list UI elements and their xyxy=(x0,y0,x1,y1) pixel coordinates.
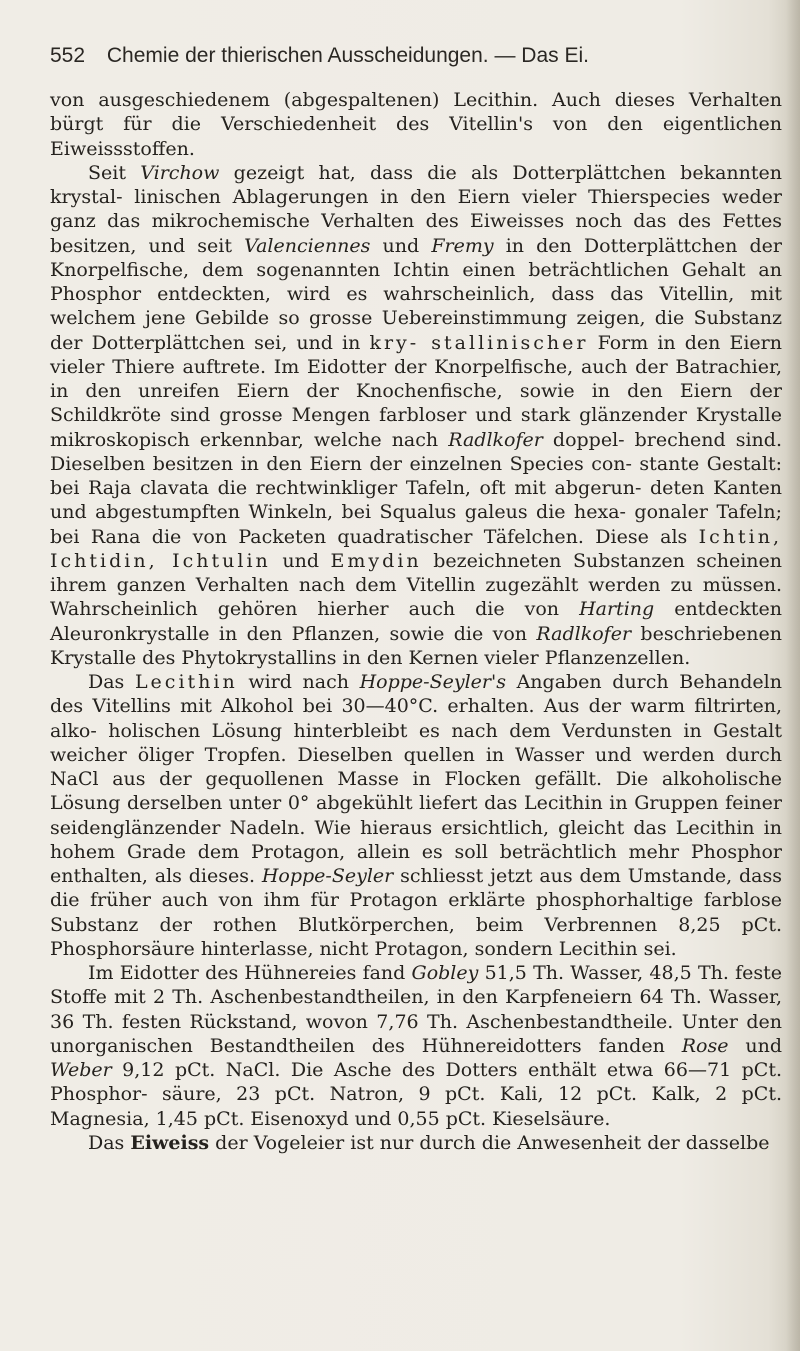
text-run: und xyxy=(370,234,432,257)
text-run: und xyxy=(728,1034,782,1057)
page-edge-shadow xyxy=(786,0,800,1351)
text-run: der Vogeleier ist nur durch die Anwesenheit der dasselbe xyxy=(209,1131,770,1154)
text-run: Seit xyxy=(88,161,141,184)
author-name: Virchow xyxy=(140,161,220,184)
text-run: Im Eidotter des Hühnereies fand xyxy=(88,962,412,984)
text-run: Form in den Eiern vieler Thiere auftrete. Im Eidotter der Knorpelfische, auch der Batrachier, in den unreifen Eiern der Knochenfische, sowie in den Eiern der Schildkröte sind grosse Mengen farbloser und stark glänzender Krystalle mikroskopisch erkennbar, welche nach xyxy=(50,331,782,451)
author-name: Harting xyxy=(579,598,655,621)
author-name: Gobley xyxy=(411,962,479,984)
spaced-term: Lecithin xyxy=(134,671,238,693)
author-name: Radlkofer xyxy=(536,622,632,645)
text-run: von ausgeschiedenem (abgespaltenen) Lecithin. Auch dieses Verhalten bürgt für die Verschiedenheit des Vitellin's von den eigentlichen Eiweissstoffen. xyxy=(50,89,782,160)
paragraph-4 xyxy=(50,961,782,1131)
text-run: Das xyxy=(88,671,135,693)
paragraph-2 xyxy=(50,161,782,670)
author-name: Valenciennes xyxy=(244,234,371,257)
text-run: schliesst jetzt aus dem Umstande, dass die früher auch von ihm für Protagon erklärte phosphorhaltige farblose Substanz der rothen Blutkörperchen, beim Verbrennen 8,25 pCt. Phosphorsäure hinterlasse, nicht Protagon, sondern Lecithin sei. xyxy=(50,865,782,960)
paragraph-1 xyxy=(50,88,782,161)
page-number: 552 xyxy=(50,44,86,67)
running-header xyxy=(50,44,650,74)
bold-term: Eiweiss xyxy=(130,1131,210,1154)
text-run: in den Dotterplättchen der Knorpelfische, dem sogenannten Ichtin einen beträchtlichen Gehalt an Phosphor entdeckten, wird es wahrscheinlich, dass das Vitellin, mit welchem jene Gebilde so grosse Uebereinstimmung zeigen, die Substanz der Dotterplättchen sei, und in xyxy=(50,234,782,354)
author-name: Weber xyxy=(50,1059,112,1081)
text-run: Angaben durch Behandeln des Vitellins mit Alkohol bei 30—40°C. erhalten. Aus der warm filtrirten, alko- holischen Lösung hinterbleibt es nach dem Verdunsten in Gestalt weicher öliger Tropfen. Dieselben quellen in Wasser und werden durch NaCl aus der gequollenen Masse in Flocken gefällt. Die alkoholische Lösung derselben unter 0° abgekühlt liefert das Lecithin in Gruppen feiner seidenglänzender Nadeln. Wie hieraus ersichtlich, gleicht das Lecithin in hohem Grade dem Protagon, allein es soll beträchtlich mehr Phosphor enthalten, als dieses. xyxy=(50,671,782,887)
running-title: Chemie der thierischen Ausscheidungen. — Das Ei. xyxy=(106,44,589,67)
text-run: beschriebenen Krystalle des Phytokrystallins in den Kernen vieler Pflanzenzellen. xyxy=(50,622,782,669)
text-run: wird nach xyxy=(237,671,360,693)
author-name: Hoppe-Seyler's xyxy=(359,671,506,693)
text-run: entdeckten Aleuronkrystalle in den Pflanzen, sowie die von xyxy=(50,598,782,645)
author-name: Rose xyxy=(681,1034,729,1057)
body-text xyxy=(50,88,782,1155)
author-name: Radlkofer xyxy=(448,428,543,451)
text-run: doppel- brechend sind. Dieselben besitzen in den Eiern der einzelnen Species con- stante Gestalt: bei Raja clavata die rechtwinkliger Tafeln, oft mit abgerun- deten Kanten und abgestumpften Winkeln, bei Squalus galeus die hexa- gonaler Tafeln; bei Rana die von Packeten quadratischer Täfelchen. Diese als xyxy=(50,428,782,548)
author-name: Fremy xyxy=(431,234,494,257)
author-name: Hoppe-Seyler xyxy=(261,865,394,887)
text-run: 51,5 Th. Wasser, 48,5 Th. feste Stoffe mit 2 Th. Aschenbestandtheilen, in den Karpfeneiern 64 Th. Wasser, 36 Th. festen Rückstand, wovon 7,76 Th. Aschenbestandtheile. Unter den unorganischen Bestandtheilen des Hühnereidotters fanden xyxy=(50,962,782,1057)
text-run: bezeichneten Substanzen scheinen ihrem ganzen Verhalten nach dem Vitellin zugezählt werden zu müssen. Wahrscheinlich gehören hierher auch die von xyxy=(50,549,783,621)
spaced-term: Emydin xyxy=(330,549,422,572)
text-run: und xyxy=(270,549,331,572)
text-run: gezeigt hat, dass die als Dotterplättchen bekannten krystal- linischen Ablagerungen in den Eiern vieler Thierspecies weder ganz das mikrochemische Verhalten des Eiweisses noch das des Fettes besitzen, und seit xyxy=(50,161,783,257)
spaced-term: Ichtin, Ichtidin, Ichtulin xyxy=(50,525,782,572)
paragraph-5 xyxy=(50,1131,782,1155)
spaced-term: kry- stallinischer xyxy=(369,331,589,354)
text-run: 9,12 pCt. NaCl. Die Asche des Dotters enthält etwa 66—71 pCt. Phosphor- säure, 23 pCt. Natron, 9 pCt. Kali, 12 pCt. Kalk, 2 pCt. Magnesia, 1,45 pCt. Eisenoxyd und 0,55 pCt. Kieselsäure. xyxy=(50,1059,782,1130)
paragraph-3 xyxy=(50,670,782,961)
text-run: Das xyxy=(88,1131,131,1154)
